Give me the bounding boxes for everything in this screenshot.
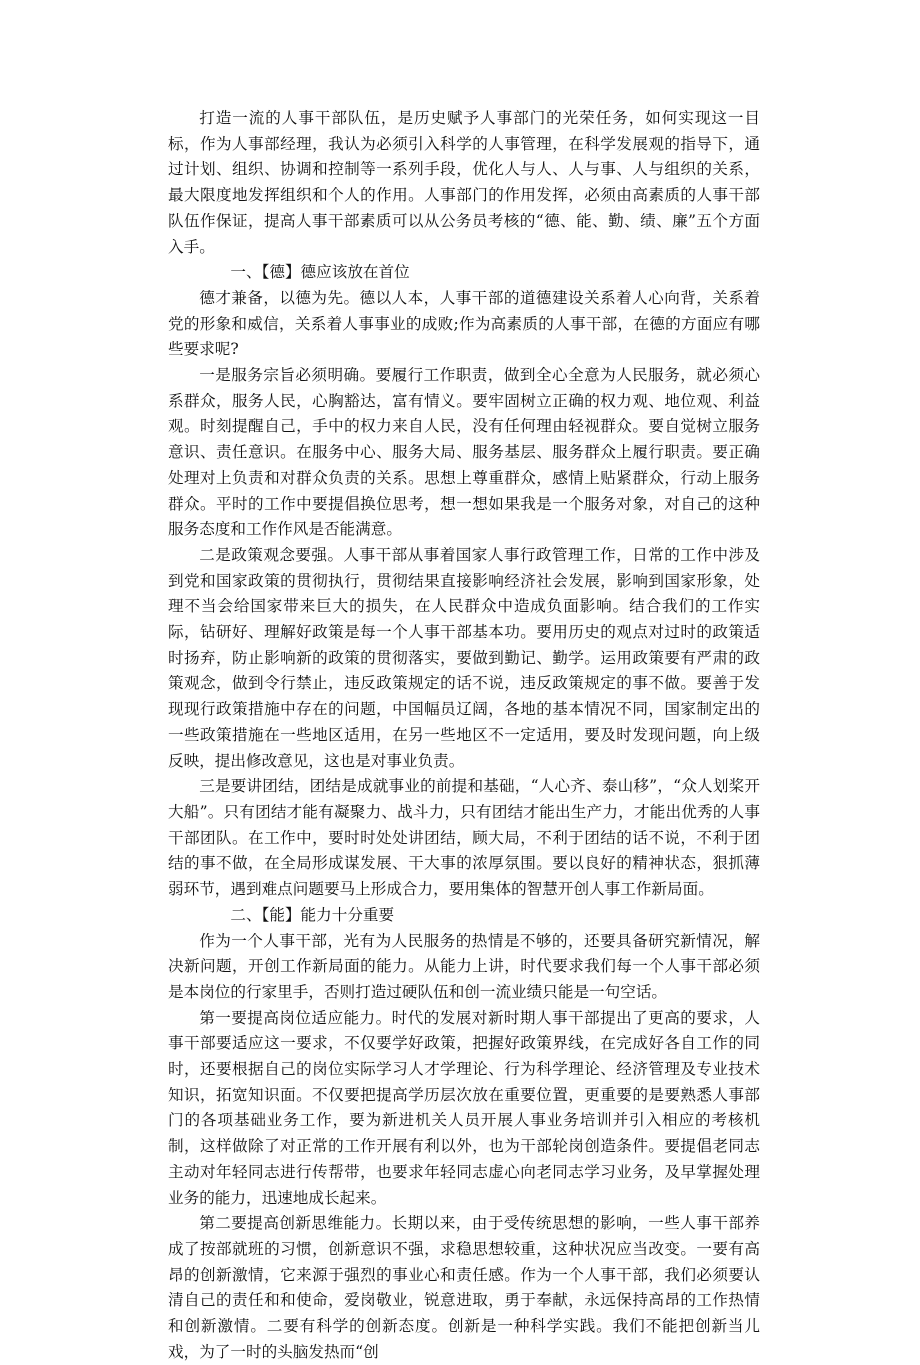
body-paragraph: 一是服务宗旨必须明确。要履行工作职责，做到全心全意为人民服务，就必须心系群众，服务人民，心胸豁达，富有情义。要牢固树立正确的权力观、地位观、利益观。时刻提醒自己，手中的权力来自人民，没有任何理由轻视群众。要自觉树立服务意识、责任意识。在服务中心、服务大局、服务基层、服务群众上履行职责。要正确处理对上负责和对群众负责的关系。思想上尊重群众，感情上贴紧群众，行动上服务群众。平时的工作中要提倡换位思考，想一想如果我是一个服务对象，对自己的这种服务态度和工作作风是否能满意。 (168, 366, 760, 539)
body-paragraph: 三是要讲团结，团结是成就事业的前提和基础，“人心齐、泰山移”，“众人划桨开大船”。只有团结才能有凝聚力、战斗力，只有团结才能出生产力，才能出优秀的人事干部团队。在工作中，要时时处处讲团结，顾大局，不利于团结的话不说，不利于团结的事不做，在全局形成谋发展、干大事的浓厚氛围。要以良好的精神状态，狠抓薄弱环节，遇到难点问题要马上形成合力，要用集体的智慧开创人事工作新局面。 (168, 777, 760, 899)
body-paragraph: 作为一个人事干部，光有为人民服务的热情是不够的，还要具备研究新情况，解决新问题，开创工作新局面的能力。从能力上讲，时代要求我们每一个人事干部必须是本岗位的行家里手，否则打造过硬队伍和创一流业绩只能是一句空话。 (168, 931, 760, 1001)
body-paragraph: 德才兼备，以德为先。德以人本，人事干部的道德建设关系着人心向背，关系着党的形象和威信，关系着人事事业的成败;作为高素质的人事干部，在德的方面应有哪些要求呢? (168, 288, 760, 359)
section-heading: 一、【德】德应该放在首位 (230, 263, 410, 282)
body-paragraph: 第二要提高创新思维能力。长期以来，由于受传统思想的影响，一些人事干部养成了按部就班的习惯，创新意识不强，求稳思想较重，这种状况应当改变。一要有高昂的创新激情，它来源于强烈的事业心和责任感。作为一个人事干部，我们必须要认清自己的责任和和使命，爱岗敬业，锐意进取，勇于奉献，永远保持高昂的工作热情和创新激情。二要有科学的创新态度。创新是一种科学实践。我们不能把创新当儿戏，为了一时的头脑发热而“创 (168, 1214, 760, 1361)
body-paragraph: 第一要提高岗位适应能力。时代的发展对新时期人事干部提出了更高的要求，人事干部要适应这一要求，不仅要学好政策，把握好政策界线，在完成好各自工作的同时，还要根据自己的岗位实际学习人才学理论、行为科学理论、经济管理及专业技术知识，拓宽知识面。不仅要把提高学历层次放在重要位置，更重要的是要熟悉人事部门的各项基础业务工作，要为新进机关人员开展人事业务培训并引入相应的考核机制，这样做除了对正常的工作开展有利以外，也为干部轮岗创造条件。要提倡老同志主动对年轻同志进行传帮带，也要求年轻同志虚心向老同志学习业务，及早掌握处理业务的能力，迅速地成长起来。 (168, 1008, 760, 1207)
body-paragraph: 打造一流的人事干部队伍，是历史赋予人事部门的光荣任务，如何实现这一目标，作为人事部经理，我认为必须引入科学的人事管理，在科学发展观的指导下，通过计划、组织、协调和控制等一系列手段，优化人与人、人与事、人与组织的关系，最大限度地发挥组织和个人的作用。人事部门的作用发挥，必须由高素质的人事干部队伍作保证，提高人事干部素质可以从公务员考核的“德、能、勤、绩、廉”五个方面入手。 (168, 109, 760, 256)
document-body (168, 106, 760, 1365)
section-heading: 二、【能】能力十分重要 (230, 905, 395, 924)
body-paragraph: 二是政策观念要强。人事干部从事着国家人事行政管理工作，日常的工作中涉及到党和国家政策的贯彻执行，贯彻结果直接影响经济社会发展，影响到国家形象，处理不当会给国家带来巨大的损失，在人民群众中造成负面影响。结合我们的工作实际，钻研好、理解好政策是每一个人事干部基本功。要用历史的观点对过时的政策适时扬弃，防止影响新的政策的贯彻落实，要做到勤记、勤学。运用政策要有严肃的政策观念，做到令行禁止，违反政策规定的话不说，违反政策规定的事不做。要善于发现现行政策措施中存在的问题，中国幅员辽阔，各地的基本情况不同，国家制定出的一些政策措施在一些地区适用，在另一些地区不一定适用，要及时发现问题，向上级反映，提出修改意见，这也是对事业负责。 (168, 545, 760, 770)
